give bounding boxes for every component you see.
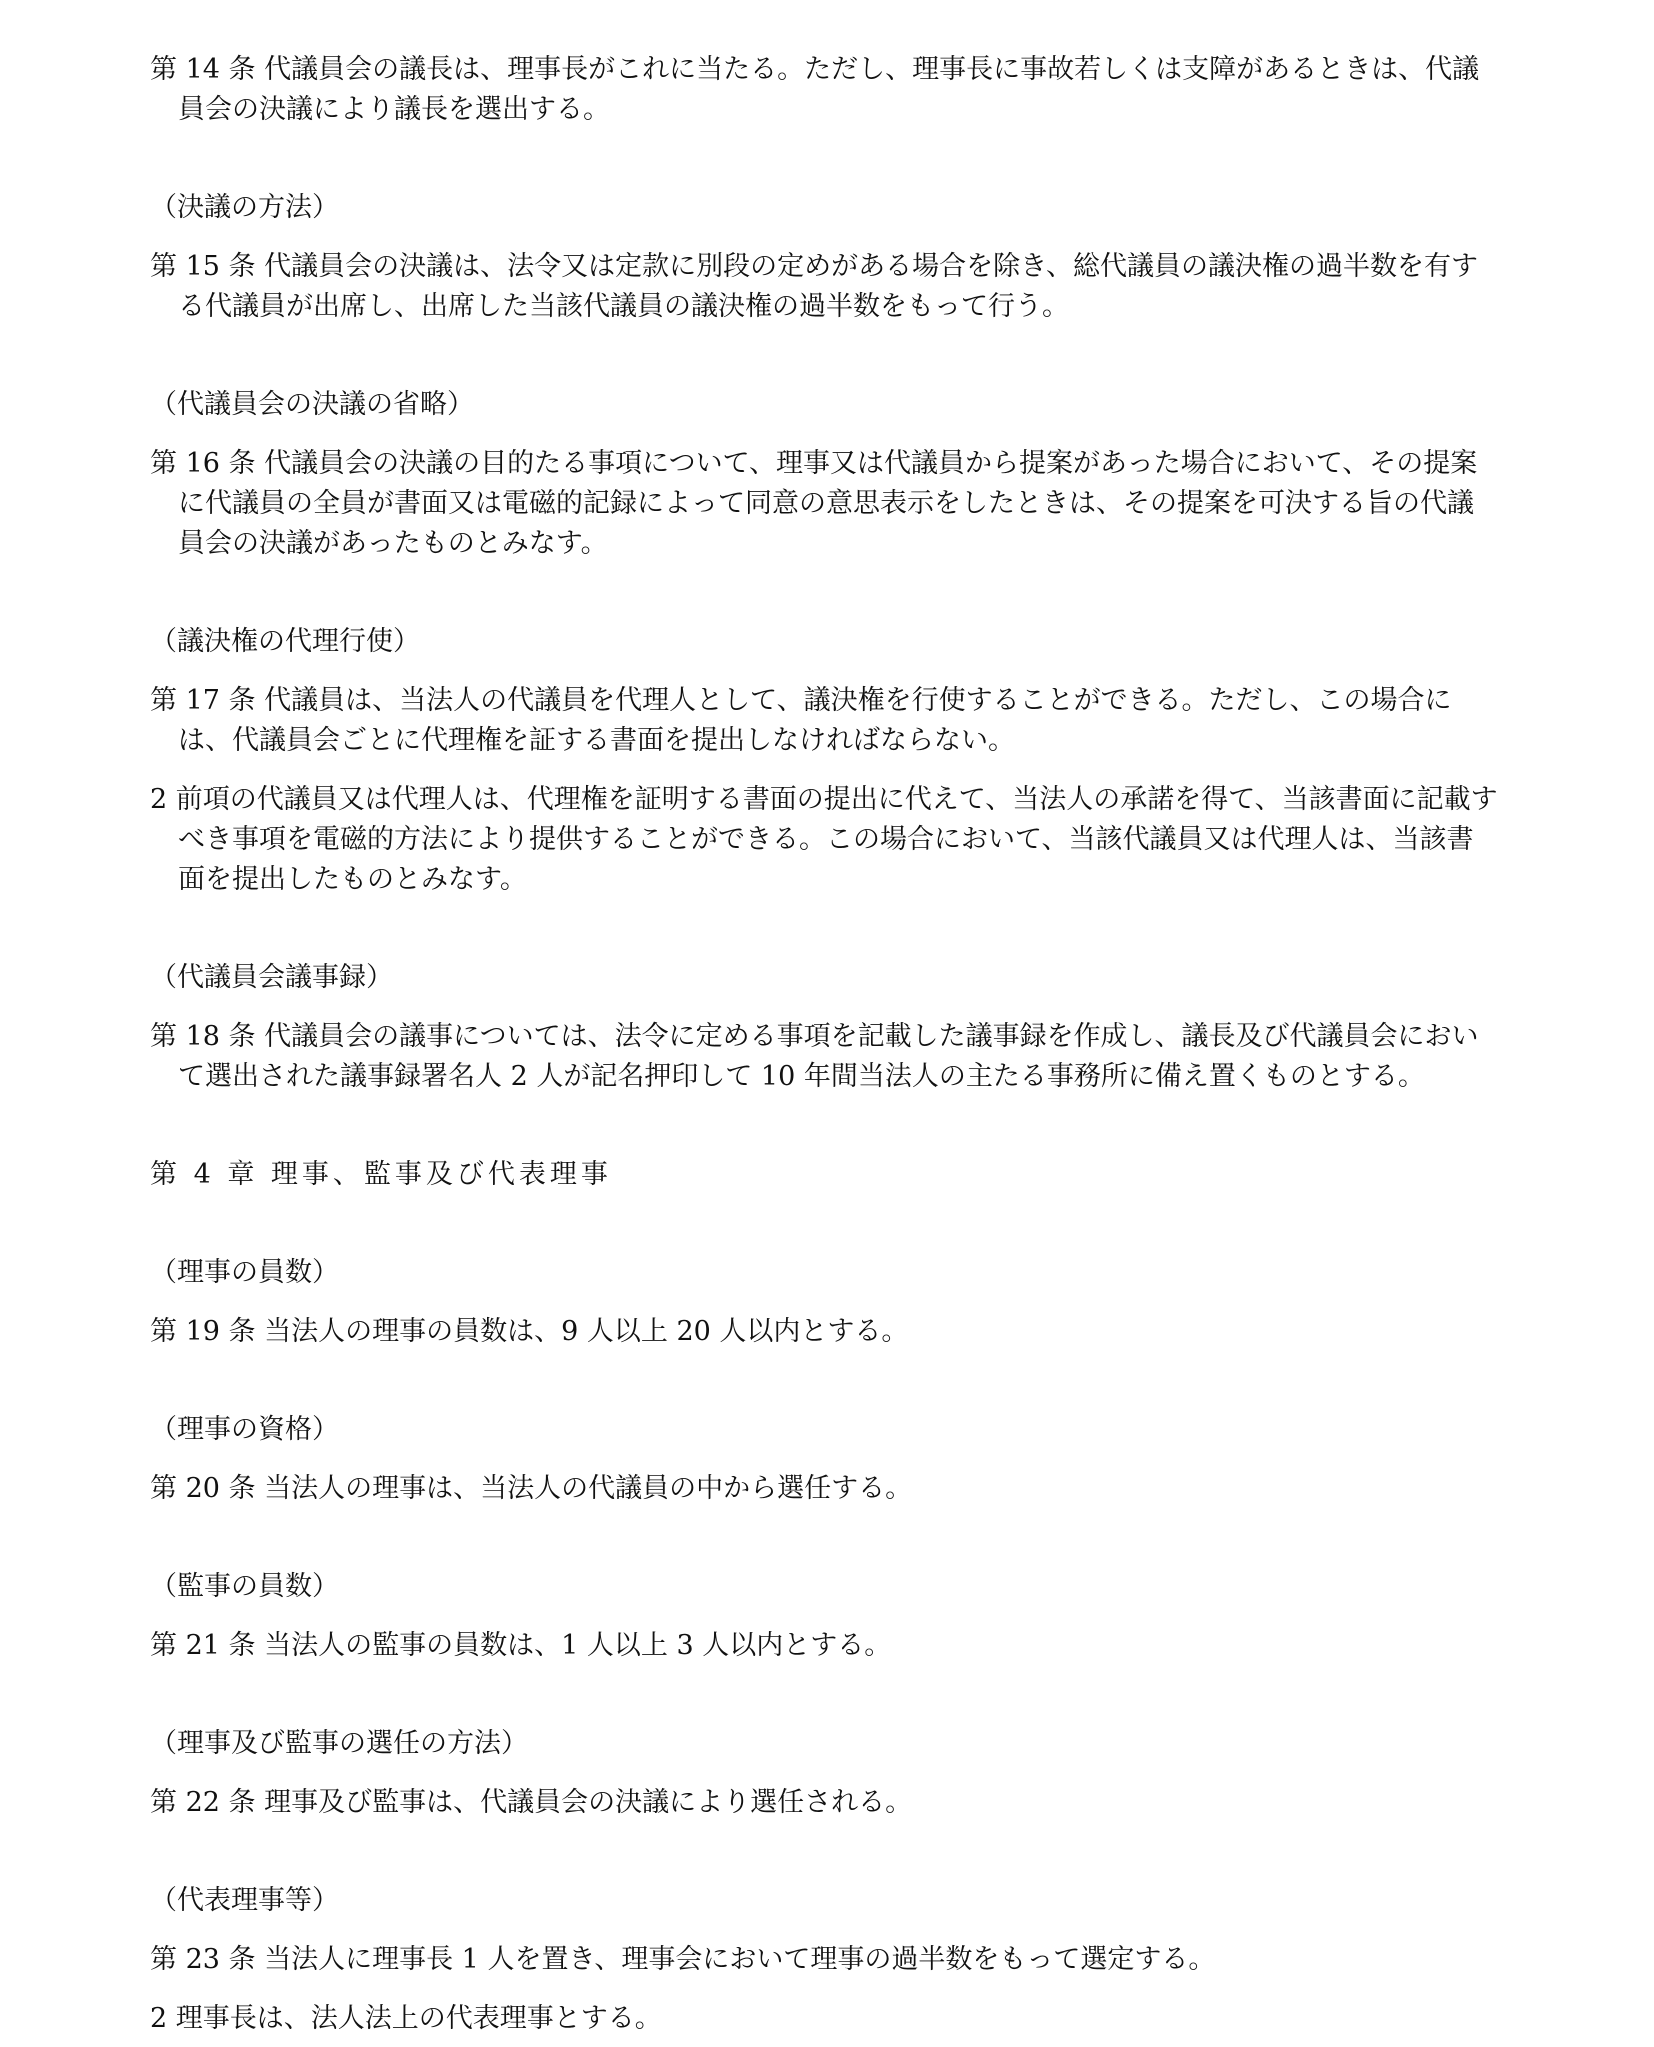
article-20: [150, 1410, 1500, 1509]
article-23: [150, 1881, 1500, 2039]
article-19: [150, 1253, 1500, 1352]
article-heading: （議決権の代理行使）: [150, 626, 420, 657]
article-18: [150, 958, 1500, 1097]
article-paragraph: 2 理事長は、法人法上の代表理事とする。: [150, 2003, 662, 2034]
article-paragraph: 第 15 条 代議員会の決議は、法令又は定款に別段の定めがある場合を除き、総代議員の議決権の過半数を有する代議員が出席し、出席した当該代議員の議決権の過半数をもって行う。: [150, 251, 1479, 322]
article-heading: （理事の員数）: [150, 1257, 339, 1288]
article-heading: （代議員会の決議の省略）: [150, 389, 474, 420]
article-paragraph: 第 17 条 代議員は、当法人の代議員を代理人として、議決権を行使することができる。ただし、この場合には、代議員会ごとに代理権を証する書面を提出しなければならない。: [150, 685, 1452, 756]
article-paragraph: 第 18 条 代議員会の議事については、法令に定める事項を記載した議事録を作成し、議長及び代議員会において選出された議事録署名人 2 人が記名押印して 10 年間当法人の主たる事務所に備え置くものとする。: [150, 1021, 1479, 1092]
article-paragraph: 第 21 条 当法人の監事の員数は、1 人以上 3 人以内とする。: [150, 1630, 892, 1661]
article-21: [150, 1567, 1500, 1666]
document-page: [150, 50, 1500, 2039]
article-heading: （代議員会議事録）: [150, 962, 393, 993]
article-paragraph: 2 前項の代議員又は代理人は、代理権を証明する書面の提出に代えて、当法人の承諾を得て、当該書面に記載すべき事項を電磁的方法により提供することができる。この場合において、当該代議員又は代理人は、当該書面を提出したものとみなす。: [150, 784, 1498, 895]
article-paragraph: 第 22 条 理事及び監事は、代議員会の決議により選任される。: [150, 1787, 913, 1818]
article-heading: （決議の方法）: [150, 192, 339, 223]
article-17: [150, 622, 1500, 900]
article-heading: （理事及び監事の選任の方法）: [150, 1728, 528, 1759]
article-15: [150, 188, 1500, 327]
article-paragraph: 第 20 条 当法人の理事は、当法人の代議員の中から選任する。: [150, 1473, 913, 1504]
article-paragraph: 第 14 条 代議員会の議長は、理事長がこれに当たる。ただし、理事長に事故若しくは支障があるときは、代議員会の決議により議長を選出する。: [150, 54, 1480, 125]
article-paragraph: 第 23 条 当法人に理事長 1 人を置き、理事会において理事の過半数をもって選定する。: [150, 1944, 1216, 1975]
article-16: [150, 385, 1500, 564]
article-paragraph: 第 16 条 代議員会の決議の目的たる事項について、理事又は代議員から提案があった場合において、その提案に代議員の全員が書面又は電磁的記録によって同意の意思表示をしたときは、その提案を可決する旨の代議員会の決議があったものとみなす。: [150, 448, 1478, 559]
article-heading: （理事の資格）: [150, 1414, 339, 1445]
chapter-title: 第 4 章 理事、監事及び代表理事: [150, 1159, 612, 1190]
article-heading: （監事の員数）: [150, 1571, 339, 1602]
article-heading: （代表理事等）: [150, 1885, 339, 1916]
article-22: [150, 1724, 1500, 1823]
article-paragraph: 第 19 条 当法人の理事の員数は、9 人以上 20 人以内とする。: [150, 1316, 909, 1347]
article-14: [150, 50, 1500, 130]
